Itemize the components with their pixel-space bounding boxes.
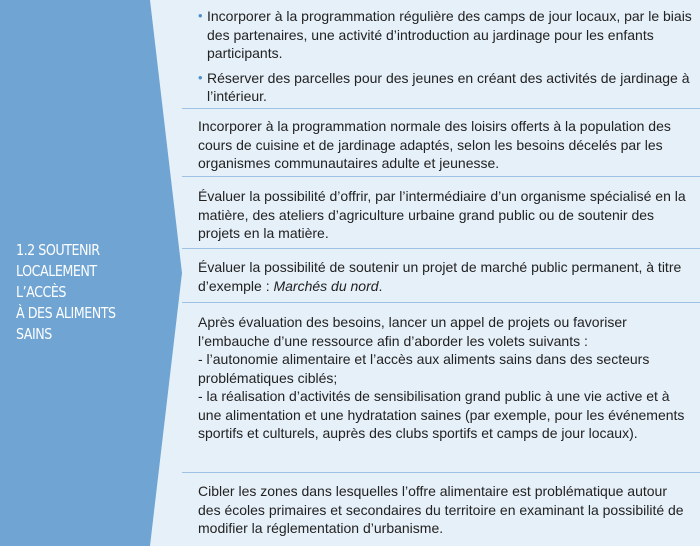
row-intro: Après évaluation des besoins, lancer un appel de projets ou favoriser l’embauche d’une ressource afin d’aborder les volets suivants : [198, 314, 627, 349]
action-row [182, 177, 700, 249]
bullet-item [198, 7, 692, 63]
section-title: 1.2 SOUTENIR LOCALEMENT L’ACCÈS À DES ALIMENTS SAINS [16, 241, 116, 343]
example-name: Marchés du nord [273, 277, 379, 294]
dash-item: - l’autonomie alimentaire et l’accès aux aliments sains dans des secteurs problématiques ciblés; [198, 351, 650, 386]
bullet-item [198, 69, 692, 106]
bullet-text: Incorporer à la programmation régulière des camps de jour locaux, par le biais des partenaires, une activité d’introduction au jardinage pour les enfants participants. [207, 8, 692, 61]
dash-item: - la réalisation d’activités de sensibilisation grand public à une vie active et à une alimentation et une hydratation saines (par exemple, pour les événements sportifs et culturels, auprès des clubs sportifs et camps de jour locaux). [198, 388, 685, 441]
row-text: Évaluer la possibilité de soutenir un projet de marché public permanent, à titre d’exemple : Marchés du nord. [198, 259, 682, 294]
row-text: Cibler les zones dans lesquelles l’offre alimentaire est problématique autour des écoles primaires et secondaires du territoire en examinant la possibilité de modifier la réglementation d’urbanisme. [198, 483, 684, 536]
action-row [182, 249, 700, 303]
bullet-dot-icon: • [198, 8, 203, 23]
row-text: Évaluer la possibilité d’offrir, par l’intermédiaire d’un organisme spécialisé en la matière, des ateliers d’agriculture urbaine grand public ou de soutenir des projets en la matière. [198, 188, 686, 241]
row-text: Incorporer à la programmation normale des loisirs offerts à la population des cours de cuisine et de jardinage adaptés, selon les besoins décelés par les organismes communautaires adulte et jeunesse. [198, 118, 671, 171]
action-row [182, 0, 700, 109]
bullet-text: Réserver des parcelles pour des jeunes en créant des activités de jardinage à l’intérieur. [207, 69, 690, 104]
action-row [182, 303, 700, 473]
bullet-dot-icon: • [198, 69, 203, 85]
action-row [182, 473, 700, 546]
action-row [182, 109, 700, 177]
